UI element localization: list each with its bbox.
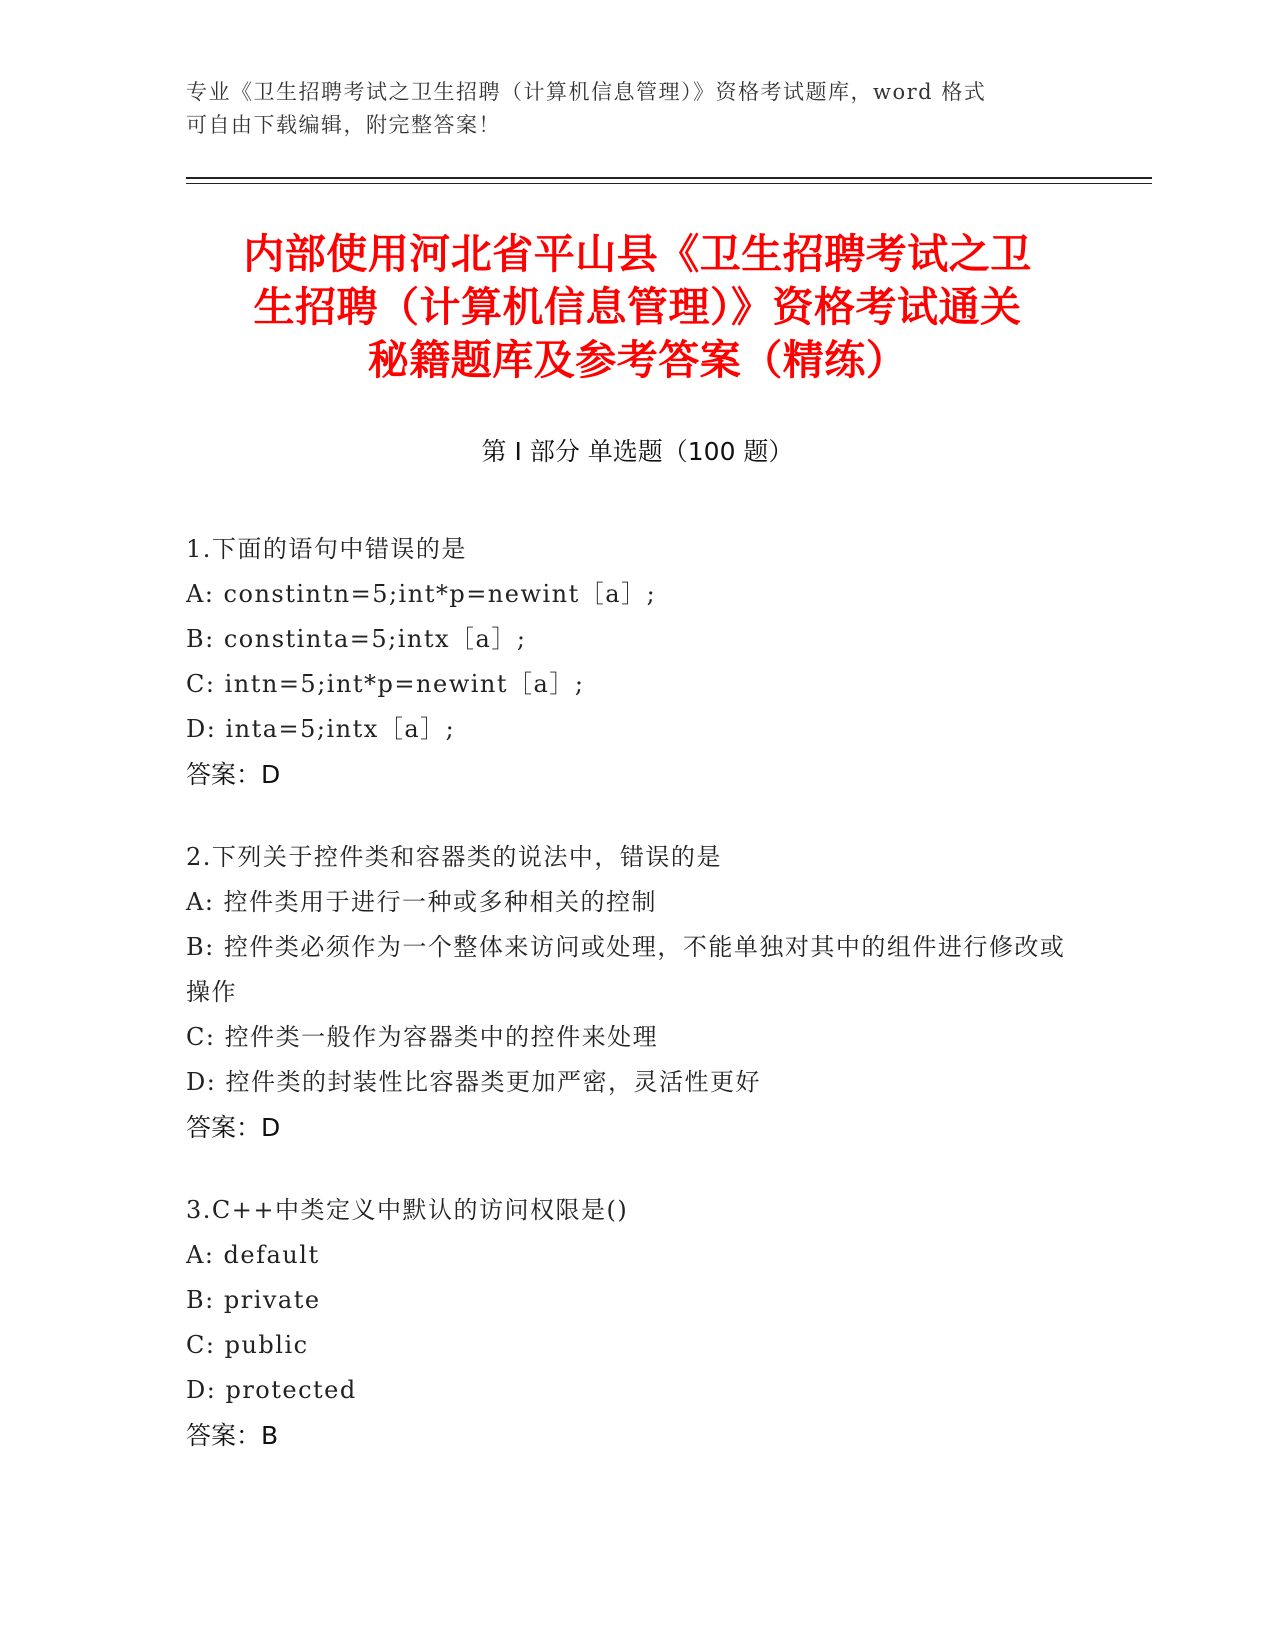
option-a: A: constintn=5;int*p=newint［a］; [186,580,657,608]
answer-line: 答案：D [186,760,281,789]
header-note [186,76,1066,142]
option-b: B: private [186,1286,321,1314]
title-line-2: 生招聘（计算机信息管理）》资格考试通关 [253,283,1022,331]
answer-line: 答案：D [186,1113,281,1142]
option-d: D: 控件类的封装性比容器类更加严密，灵活性更好 [186,1068,761,1096]
question-stem: 3.C++中类定义中默认的访问权限是() [186,1196,629,1224]
option-d: D: inta=5;intx［a］; [186,715,456,743]
question-list [186,527,1086,1496]
document-title [150,228,1125,387]
question-stem: 2.下列关于控件类和容器类的说法中，错误的是 [186,843,722,871]
option-c: C: public [186,1331,309,1359]
question-2 [186,835,1086,1150]
question-3 [186,1188,1086,1458]
option-a: A: default [186,1241,320,1269]
title-line-1: 内部使用河北省平山县《卫生招聘考试之卫 [243,230,1032,278]
option-c: C: intn=5;int*p=newint［a］; [186,670,585,698]
option-b: B: 控件类必须作为一个整体来访问或处理，不能单独对其中的组件进行修改或操作 [186,933,1066,1006]
title-line-3: 秘籍题库及参考答案（精练） [367,336,908,384]
option-c: C: 控件类一般作为容器类中的控件来处理 [186,1023,659,1051]
answer-line: 答案：B [186,1421,279,1450]
header-note-line-2: 可自由下载编辑，附完整答案！ [186,113,501,137]
option-a: A: 控件类用于进行一种或多种相关的控制 [186,888,658,916]
header-note-line-1: 专业《卫生招聘考试之卫生招聘（计算机信息管理）》资格考试题库，word 格式 [186,80,987,104]
question-1 [186,527,1086,797]
header-divider-thin [186,183,1152,184]
header-divider-thick [186,177,1152,179]
section-heading: 第 I 部分 单选题（100 题） [481,437,794,466]
option-b: B: constinta=5;intx［a］; [186,625,527,653]
option-d: D: protected [186,1376,357,1404]
question-stem: 1.下面的语句中错误的是 [186,535,467,563]
